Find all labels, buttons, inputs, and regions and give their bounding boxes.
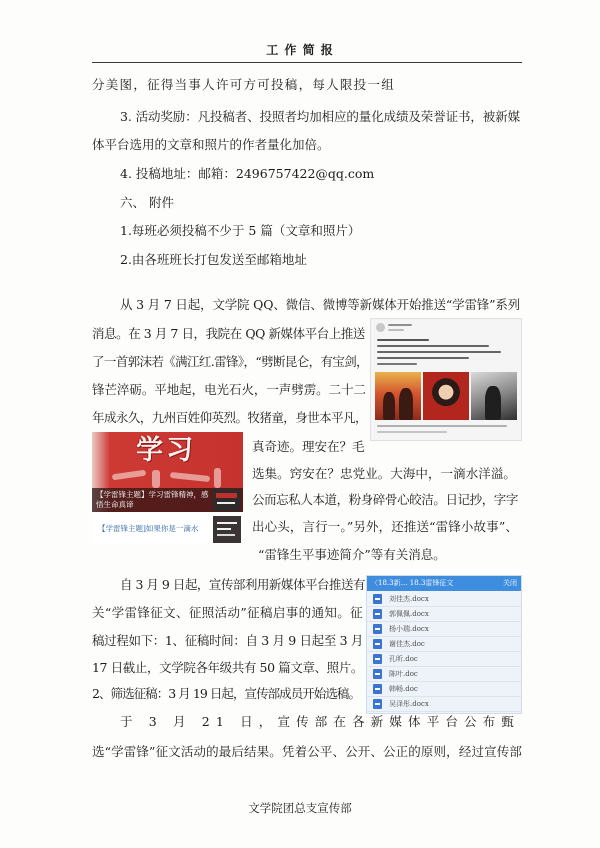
- calligraphy-stroke: [112, 470, 147, 481]
- paragraph-line: 于 3 月 21 日，宣传部在各新媒体平台公布甄: [120, 714, 520, 729]
- word-doc-icon: [373, 594, 382, 604]
- text-line: 2.由各班班长打包发送至邮箱地址: [120, 252, 307, 267]
- calligraphy-stroke: [214, 468, 221, 488]
- calligraphy-stroke: [170, 472, 210, 482]
- file-row: [367, 607, 521, 622]
- file-name: 吴泽彤.docx: [389, 700, 429, 708]
- file-name: 谢佳杰.doc: [389, 640, 425, 648]
- paragraph-line: 选集。窍安在？忠党业。大海中，一滴水洋溢。: [252, 466, 516, 481]
- file-name: 郭佩佩.docx: [389, 610, 429, 618]
- file-list-header: [367, 576, 521, 591]
- paragraph-line: 17 日截止，文学院各年级共有 50 篇文章、照片。: [92, 660, 363, 675]
- post-author-blur: [388, 324, 412, 326]
- file-row: [367, 697, 521, 712]
- folder-path: 〈18.3新… 18.3雷锋征文: [371, 579, 454, 587]
- close-label: 关闭: [503, 579, 517, 587]
- post-footer-blur: [377, 431, 447, 433]
- overlay-caption: 【学雷锋主题】学习雷锋精神，感悟生命真谛: [96, 490, 209, 509]
- file-row: [367, 622, 521, 637]
- post-photo-poster: [375, 372, 421, 420]
- word-doc-icon: [373, 654, 382, 664]
- file-name: 杨小瑞.docx: [389, 625, 429, 633]
- post-text-blur: [377, 339, 429, 341]
- post-text-blur: [377, 363, 417, 365]
- post-time-blur: [388, 329, 404, 331]
- file-list-screenshot: [366, 575, 522, 714]
- paragraph-line: 锋芒淬砺。平地起，电光石火，一声劈雳。二十二: [92, 382, 366, 397]
- banner-background: [92, 432, 243, 512]
- paragraph-line: 2、筛选征稿：3 月 19 日起，宣传部成员开始选稿。: [92, 686, 360, 701]
- photo-figure: [485, 386, 501, 420]
- paragraph-line: “雷锋生平事迹简介”等有关消息。: [258, 547, 446, 562]
- file-row: [367, 652, 521, 667]
- file-row: [367, 682, 521, 697]
- word-doc-icon: [373, 609, 382, 619]
- thumbnail-text-blur: [217, 528, 231, 530]
- paragraph-line: 了一首郭沫若《满江红.雷锋》，“劈断昆仑，有宝剑，: [92, 354, 368, 369]
- section-heading: 六、 附件: [120, 195, 174, 210]
- calligraphy-stroke: [152, 470, 160, 488]
- post-text-blur: [377, 357, 469, 359]
- paragraph-line: 稿过程如下：1、征稿时间：自 3 月 9 日起至 3 月: [92, 633, 363, 648]
- text-line: 4. 投稿地址：邮箱：2496757422@qq.com: [120, 166, 375, 181]
- post-photo-group: [471, 372, 517, 420]
- post-photo-portrait: [423, 372, 469, 420]
- article-thumbnail: [213, 516, 241, 543]
- file-name: 韩畅.doc: [389, 685, 418, 693]
- thumbnail-band: [216, 493, 237, 498]
- paragraph-line: 从 3 月 7 日起，文学院 QQ、微信、微博等新媒体开始推送“学雷锋”系列: [120, 297, 520, 312]
- word-doc-icon: [373, 699, 382, 709]
- banner-text: 学习: [136, 435, 196, 466]
- file-row: [367, 637, 521, 652]
- word-doc-icon: [373, 624, 382, 634]
- post-text-blur: [377, 345, 489, 347]
- paragraph-line: 出心头，言行一。”另外，还推送“雷锋小故事”、: [252, 519, 518, 534]
- thumbnail-text-blur: [217, 502, 235, 504]
- footer-department: 文学院团总支宣传部: [248, 801, 352, 815]
- photo-figure: [399, 388, 413, 420]
- paragraph-line: 真奇迹。理安在？毛: [252, 439, 365, 454]
- word-doc-icon: [373, 684, 382, 694]
- post-footer-blur: [377, 425, 507, 427]
- paragraph-line: 消息。在 3 月 7 日，我院在 QQ 新媒体平台上推送: [92, 326, 365, 341]
- text-line: 3. 活动奖励：凡投稿者、投照者均加相应的量化成绩及荣誉证书，被新媒: [120, 109, 520, 124]
- thumbnail-text-blur: [217, 534, 235, 536]
- thumbnail-text-blur: [217, 522, 237, 524]
- word-doc-icon: [373, 669, 382, 679]
- word-doc-icon: [373, 639, 382, 649]
- article-link-title: 【学雷锋主题]如果你是一滴水: [98, 524, 199, 533]
- report-title: 工 作 简 报: [266, 43, 334, 57]
- paragraph-line: 年成永久，九州百姓仰英烈。牧猪童，身世本平凡，: [92, 410, 367, 425]
- paragraph-line: 公而忘私人本道，粉身碎骨心皎洁。日记抄，字字: [252, 492, 518, 507]
- text-line: 1.每班必须投稿不少于 5 篇（文章和照片）: [120, 223, 361, 238]
- article-thumbnail: [213, 489, 240, 511]
- file-name: 刘佳杰.docx: [389, 595, 429, 603]
- text-line: 体平台选用的文章和照片的作者量化加倍。: [92, 137, 330, 152]
- file-name: 孔昕.doc: [389, 655, 418, 663]
- paragraph-line: 自 3 月 9 日起，宣传部利用新媒体平台推送有: [120, 577, 365, 592]
- file-name: 陈叶.doc: [389, 670, 418, 678]
- file-row: [367, 667, 521, 682]
- photo-figure: [383, 392, 395, 420]
- weibo-post-screenshot: [370, 318, 522, 441]
- header-rule: [92, 62, 522, 63]
- avatar: [376, 323, 385, 332]
- article-card-image: [92, 432, 243, 545]
- paragraph-line: 选“学雷锋”征文活动的最后结果。凭着公平、公开、公正的原则，经过宣传部: [92, 744, 522, 759]
- file-row: [367, 592, 521, 607]
- text-line: 分美图，征得当事人许可方可投稿，每人限投一组: [92, 77, 395, 92]
- post-text-blur: [377, 351, 501, 353]
- paragraph-line: 关“学雷锋征文、征照活动”征稿启事的通知。征: [92, 605, 363, 620]
